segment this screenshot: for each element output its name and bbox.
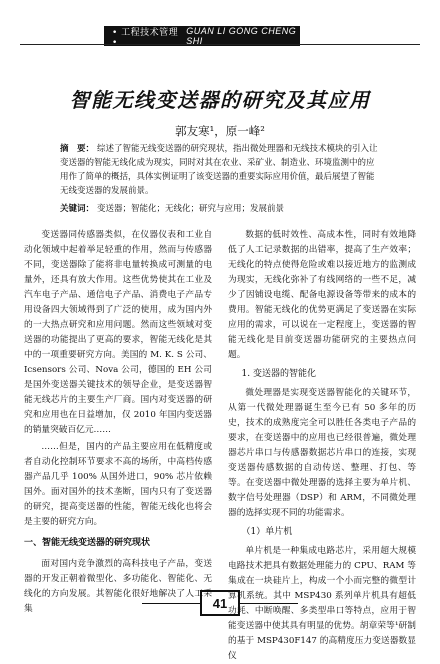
- paragraph: ……但是，国内的产品主要应用在低精度或者自动化控制环节要求不高的场所，中高档传感器产品几乎 100% 从国外进口，90% 芯片依赖国外。面对国外的技术垄断，国内只有了变送器的研究，提高变送器的性能，智能无线化也将会是主要的研究方向。: [24, 442, 212, 527]
- section-label: • 工程技术管理 •: [112, 27, 179, 48]
- paragraph: 变送器同传感器类似，在仪器仪表和工业自动化领域中起着举足轻重的作用，然而与传感器不同，变送器除了能将非电量转换成可测量的电量外，还具有放大作用。这些优势使其在工业及汽车电子产品、通信电子产品、消费电子产品专用设备四大领域得到了广泛的使用，成为国内外的一大热点研究和应用问题。然而这些领域对变送器的功能提出了更高的要求，智能无线化是其中的一项重要研究方向。美国的 M. K. S 公司、Icsensors 公司、Nova 公司，德国的 EH 公司是国外变送器关键技术的领导企业，是变送器智能无线芯片的主要生产厂商。国内对变送器的研究和应用也在日益增加，仅 2010 年国内变送器的销量突破百亿元……: [24, 230, 212, 435]
- journal-name: GUAN LI GONG CHENG SHI: [186, 26, 297, 46]
- paragraph: 微处理器是实现变送器智能化的关键环节，从第一代微处理器诞生至今已有 50 多年的历史，技术的成熟度完全可以胜任各类电子产品的要求，在变送器中的应用也已经很普遍，微处理器芯片串口与传感器数据芯片串口的连接，实现变送器传感数据的自动传送、整理、打包、等等。在变送器中微处理器的选择主要为单片机、数字信号处理器（DSP）和 ARM，不同微处理器的选择实现不同的功能需求。: [228, 388, 416, 518]
- author-line: 郭友寒¹，原一峰²: [175, 124, 265, 138]
- left-column: [24, 228, 212, 614]
- page-number: 41: [200, 590, 240, 616]
- paragraph: 单片机是一种集成电路芯片，采用超大规模电路技术把具有数据处理能力的 CPU、RAM 等集成在一块硅片上，构成一个小而完整的微型计算机系统。其中 MSP430 系列单片机具有超低功耗、中断唤醒、多类型串口等特点，应用于智能变送器中使其具有明显的优势。胡章荣等¹研制的基于 MSP430F147 的高精度压力变送器数显仪: [228, 546, 416, 661]
- header-rule: [20, 44, 420, 45]
- abstract-label: 摘 要：: [60, 144, 95, 154]
- keywords-text: 变送器；智能化；无线化；研究与应用；发展前景: [97, 204, 285, 214]
- article-title: 智能无线变送器的研究及其应用: [69, 88, 371, 112]
- paragraph: 面对国内竞争激烈的高科技电子产品，变送器的开发正朝着微型化、多功能化、智能化、无线化的方向发展。其智能化很好地解决了人工采集: [24, 559, 212, 614]
- right-column: [228, 228, 416, 661]
- journal-header-band: [104, 26, 300, 46]
- subsection-heading: （1）单片机: [241, 527, 293, 537]
- abstract-text: 综述了智能无线变送器的研究现状，指出微处理器和无线技术模块的引入让变送器的智能无线化成为现实，同时对其在农业、采矿业、制造业、环境监测中的应用作了简单的概括，具体实例证明了该变送器的重要实际应用价值，最后展望了智能无线变送器的发展前景。: [60, 144, 378, 196]
- subsection-heading: 1. 变送器的智能化: [241, 369, 316, 379]
- keywords-label: 关键词：: [60, 204, 95, 214]
- keywords: [60, 202, 382, 216]
- paragraph: 数据的低时效性、高成本性，同时有效地降低了人工记录数据的出错率，提高了生产效率；无线化的特点使得危险或难以接近地方的监测成为现实，无线化弥补了有线网络的一些不足，减少了因铺设电缆、配备电源设备等带来的成本的费用。智能无线化的优势更满足了变送器在实际应用的需求，可以说在一定程度上，变送器的智能无线化是目前变送器功能研究的主要热点问题。: [228, 230, 416, 360]
- section-heading: 一、智能无线变送器的研究现状: [24, 538, 151, 548]
- abstract: [60, 142, 382, 198]
